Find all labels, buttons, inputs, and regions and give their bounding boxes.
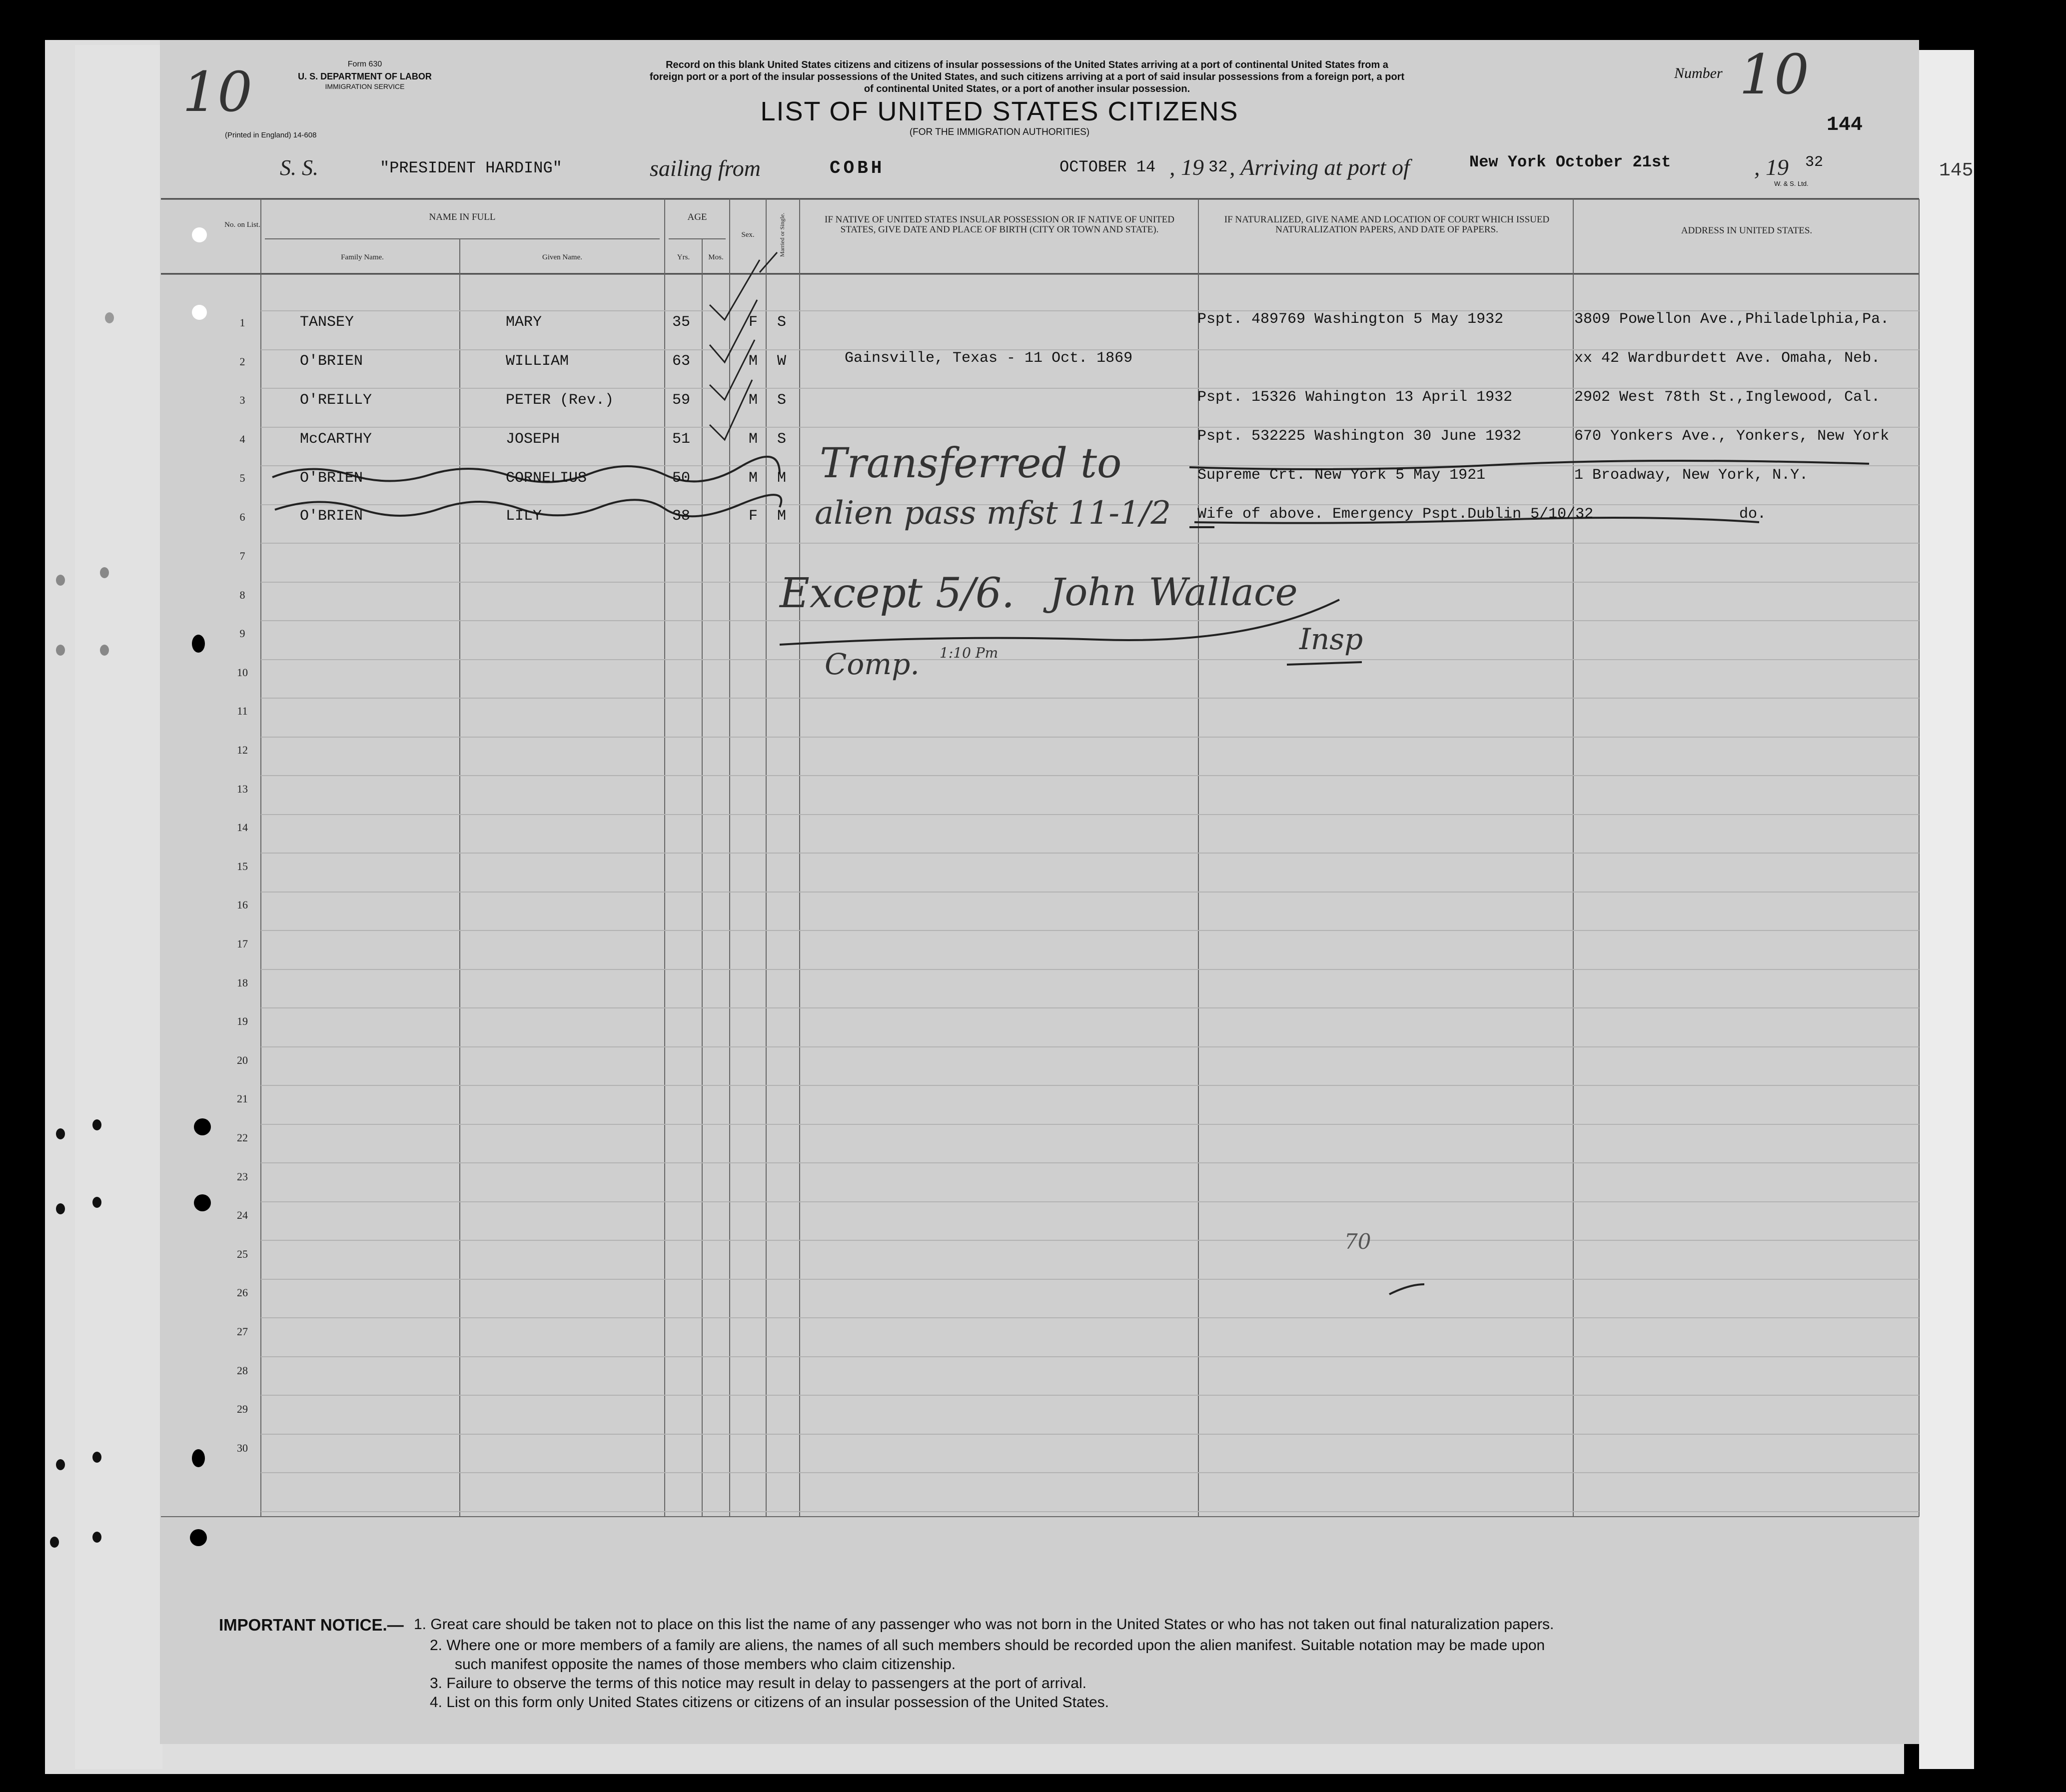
notice-item-3: 3. Failure to observe the terms of this notice may result in delay to passengers at the port of arrival. [430, 1675, 1086, 1692]
service-name: IMMIGRATION SERVICE [325, 82, 405, 90]
sailing-year-prefix: , 19 [1169, 154, 1204, 180]
column-header-native: IF NATIVE OF UNITED STATES INSULAR POSSESSION OR IF NATIVE OF UNITED STATES, GIVE DATE AND PLACE OF BIRTH (CITY OR TOWN AND STATE). [825, 214, 1174, 235]
naturalization-papers: Wife of above. Emergency Pspt.Dublin 5/10/32 [1197, 506, 1594, 523]
row-number: 1 [239, 316, 245, 329]
marital-status: M [777, 470, 787, 487]
page-title: LIST OF UNITED STATES CITIZENS [760, 96, 1239, 126]
row-number: 30 [237, 1442, 248, 1454]
row-number: 23 [237, 1170, 248, 1183]
row-number: 3 [239, 394, 245, 406]
handwritten-signature: John Wallace [1049, 570, 1298, 614]
family-name: O'BRIEN [300, 508, 363, 525]
column-header-address: ADDRESS IN UNITED STATES. [1681, 225, 1813, 236]
given-name: MARY [506, 314, 542, 331]
row-number: 24 [237, 1209, 248, 1221]
row-number: 9 [239, 627, 245, 640]
sex: M [749, 353, 758, 370]
row-number: 20 [237, 1054, 248, 1066]
naturalization-papers: Supreme Crt. New York 5 May 1921 [1197, 467, 1486, 484]
row-number: 28 [237, 1364, 248, 1377]
row-number: 2 [239, 355, 245, 368]
page-subtitle: (FOR THE IMMIGRATION AUTHORITIES) [909, 127, 1090, 137]
sex: M [749, 470, 758, 487]
row-number: 18 [237, 976, 248, 989]
pencil-mark-70: 70 [1344, 1229, 1371, 1254]
stamp-144: 144 [1827, 114, 1863, 136]
family-name: O'BRIEN [300, 470, 363, 487]
row-number: 6 [239, 511, 245, 523]
instruction-text: Record on this blank United States citizens and citizens of insular possessions of the United States arriving at a port of continental United States from a foreign port or a port of the insular possessions of the United States, and such citizens arriving at a port of said insular possessions from a foreign port, a port of continental United States, or a port of another insular possession. [649, 59, 1405, 94]
column-header-family: Family Name. [341, 253, 384, 261]
ss-label: S. S. [280, 155, 318, 180]
age-years: 38 [672, 508, 691, 525]
column-header-naturalized: IF NATURALIZED, GIVE NAME AND LOCATION OF COURT WHICH ISSUED NATURALIZATION PAPERS, AND DATE OF PAPERS. [1224, 214, 1550, 235]
row-number: 7 [239, 550, 245, 562]
given-name: WILLIAM [506, 353, 569, 370]
us-address: 1 Broadway, New York, N.Y. [1574, 467, 1809, 484]
row-number: 25 [237, 1248, 248, 1260]
sex: F [749, 508, 758, 525]
handwritten-comp-time: 1:10 Pm [940, 645, 999, 661]
row-number: 21 [237, 1092, 248, 1105]
marital-status: W [777, 353, 787, 370]
given-name: CORNELIUS [506, 470, 587, 487]
number-value: 10 [1739, 42, 1809, 106]
column-header-mos: Mos. [708, 253, 724, 261]
arrival-port: New York October 21st [1469, 153, 1671, 171]
family-name: O'BRIEN [300, 353, 363, 370]
given-name: LILY [506, 508, 542, 525]
family-name: O'REILLY [300, 392, 372, 409]
row-number: 22 [237, 1131, 248, 1144]
sailing-from-label: sailing from [650, 155, 761, 181]
us-address: 2902 West 78th St.,Inglewood, Cal. [1574, 389, 1881, 406]
column-header-yrs: Yrs. [677, 253, 690, 261]
notice-heading: IMPORTANT NOTICE.— [219, 1616, 404, 1634]
given-name: PETER (Rev.) [506, 392, 614, 409]
naturalization-papers: Pspt. 532225 Washington 30 June 1932 [1197, 428, 1522, 445]
sailing-year: 32 [1208, 158, 1228, 176]
column-header-married: Married or Single. [779, 212, 786, 257]
family-name: McCARTHY [300, 431, 372, 448]
arrival-year-prefix: , 19 [1754, 154, 1789, 180]
row-number: 19 [237, 1015, 248, 1027]
row-number: 29 [237, 1403, 248, 1415]
sailing-from-port: COBH [830, 158, 885, 178]
marital-status: S [777, 431, 787, 448]
row-number: 27 [237, 1325, 248, 1338]
row-number: 14 [237, 821, 248, 834]
column-header-sex: Sex. [741, 231, 755, 239]
row-number: 16 [237, 898, 248, 911]
us-address: 3809 Powellon Ave.,Philadelphia,Pa. [1574, 311, 1890, 328]
age-years: 50 [672, 470, 691, 487]
sex: M [749, 431, 758, 448]
notice-item-2-continued: such manifest opposite the names of those members who claim citizenship. [455, 1656, 956, 1673]
row-number: 5 [239, 472, 245, 484]
row-number: 8 [239, 589, 245, 601]
given-name: JOSEPH [506, 431, 560, 448]
column-header-age: AGE [687, 212, 707, 222]
us-address: 670 Yonkers Ave., Yonkers, New York [1574, 428, 1890, 445]
printed-in: (Printed in England) 14-608 [225, 131, 317, 139]
marital-status: S [777, 392, 787, 409]
row-number: 4 [239, 433, 245, 445]
handwritten-transferred-line1: Transferred to [820, 440, 1122, 487]
column-header-name: NAME IN FULL [429, 212, 496, 222]
birth-place: Gainsville, Texas - 11 Oct. 1869 [845, 350, 1133, 367]
marital-status: S [777, 314, 787, 331]
row-number: 10 [237, 666, 248, 679]
sex: M [749, 392, 758, 409]
row-number: 26 [237, 1286, 248, 1299]
row-number: 11 [237, 705, 248, 717]
age-years: 51 [672, 431, 691, 448]
sailing-date: OCTOBER 14 [1059, 158, 1156, 176]
handwritten-comp: Comp. [825, 647, 920, 681]
row-number: 15 [237, 860, 248, 873]
arriving-label: , Arriving at port of [1229, 154, 1410, 180]
family-name: TANSEY [300, 314, 354, 331]
us-address: xx 42 Wardburdett Ave. Omaha, Neb. [1574, 350, 1881, 367]
stamp-145: 145 [1939, 160, 1974, 181]
row-number: 12 [237, 744, 248, 756]
handwritten-page-number: 10 [182, 60, 252, 124]
age-years: 63 [672, 353, 691, 370]
arrival-year: 32 [1805, 154, 1824, 171]
department-name: U. S. DEPARTMENT OF LABOR [298, 71, 432, 81]
handwritten-transferred-line2: alien pass mfst 11-1/2 [815, 495, 1171, 532]
row-number: 17 [237, 937, 248, 950]
printer-mark: W. & S. Ltd. [1774, 180, 1809, 187]
sex: F [749, 314, 758, 331]
naturalization-papers: Pspt. 15326 Wahington 13 April 1932 [1197, 389, 1513, 406]
marital-status: M [777, 508, 787, 525]
form-number: Form 630 [347, 60, 382, 68]
handwritten-insp: Insp [1299, 622, 1363, 656]
us-address: do. [1739, 506, 1767, 523]
age-years: 35 [672, 314, 691, 331]
notice-item-1: 1. Great care should be taken not to place on this list the name of any passenger who was not born in the United States or who has not taken out final naturalization papers. [414, 1616, 1554, 1633]
handwritten-except: Except 5/6. [780, 570, 1015, 617]
row-number: 13 [237, 783, 248, 795]
notice-item-4: 4. List on this form only United States citizens or citizens of an insular possession of the United States. [430, 1694, 1109, 1711]
age-years: 59 [672, 392, 691, 409]
ship-name: "PRESIDENT HARDING" [380, 159, 562, 177]
number-label: Number [1674, 65, 1723, 81]
naturalization-papers: Pspt. 489769 Washington 5 May 1932 [1197, 311, 1504, 328]
column-header-no: No. on List. [224, 221, 260, 229]
notice-item-2: 2. Where one or more members of a family are aliens, the names of all such members should be recorded upon the alien manifest. Suitable notation may be made upon [430, 1637, 1545, 1654]
column-header-given: Given Name. [542, 253, 582, 261]
